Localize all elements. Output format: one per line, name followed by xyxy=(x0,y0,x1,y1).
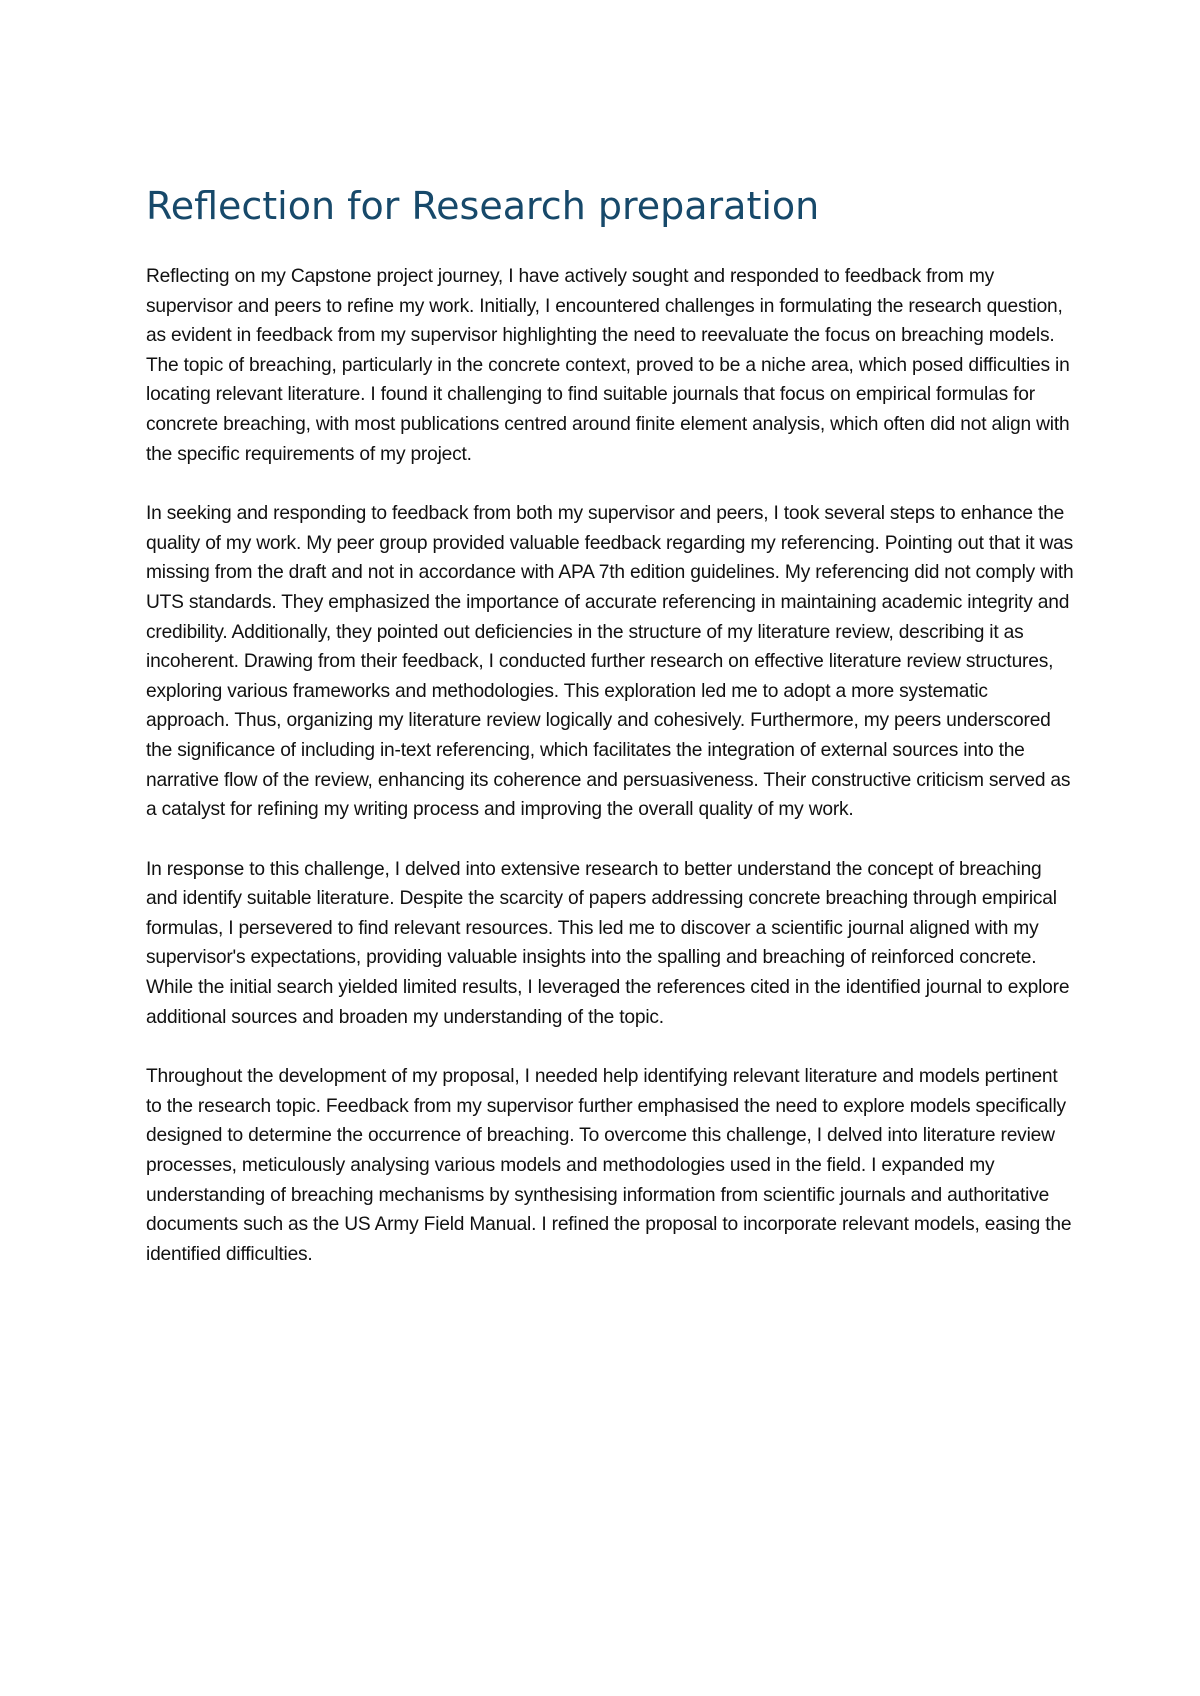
document-title: Reflection for Research preparation xyxy=(146,184,820,228)
paragraph-4: Throughout the development of my proposal, I needed help identifying relevant literature and models pertinent to the research topic. Feedback from my supervisor further emphasised the need to explore models specifically designed to determine the occurrence of breaching. To overcome this challenge, I delved into literature review processes, meticulously analysing various models and methodologies used in the field. I expanded my understanding of breaching mechanisms by synthesising information from scientific journals and authoritative documents such as the US Army Field Manual. I refined the proposal to incorporate relevant models, easing the identified difficulties. xyxy=(146,1066,1072,1265)
paragraph-2: In seeking and responding to feedback from both my supervisor and peers, I took several steps to enhance the quality of my work. My peer group provided valuable feedback regarding my referencing. Pointing out that it was missing from the draft and not in accordance with APA 7th edition guidelines. My referencing did not comply with UTS standards. They emphasized the importance of accurate referencing in maintaining academic integrity and credibility. Additionally, they pointed out deficiencies in the structure of my literature review, describing it as incoherent. Drawing from their feedback, I conducted further research on effective literature review structures, exploring various frameworks and methodologies. This exploration led me to adopt a more systematic approach. Thus, organizing my literature review logically and cohesively. Furthermore, my peers underscored the significance of including in-text referencing, which facilitates the integration of external sources into the narrative flow of the review, enhancing its coherence and persuasiveness. Their constructive criticism served as a catalyst for refining my writing process and improving the overall quality of my work. xyxy=(146,503,1074,821)
paragraph-1: Reflecting on my Capstone project journey, I have actively sought and responded to feedback from my supervisor and peers to refine my work. Initially, I encountered challenges in formulating the research question, as evident in feedback from my supervisor highlighting the need to reevaluate the focus on breaching models. The topic of breaching, particularly in the concrete context, proved to be a niche area, which posed difficulties in locating relevant literature. I found it challenging to find suitable journals that focus on empirical formulas for concrete breaching, with most publications centred around finite element analysis, which often did not align with the specific requirements of my project. xyxy=(146,266,1070,465)
document-body xyxy=(146,178,1076,1299)
paragraph-3: In response to this challenge, I delved into extensive research to better understand the concept of breaching and identify suitable literature. Despite the scarcity of papers addressing concrete breaching through empirical formulas, I persevered to find relevant resources. This led me to discover a scientific journal aligned with my supervisor's expectations, providing valuable insights into the spalling and breaching of reinforced concrete. While the initial search yielded limited results, I leveraged the references cited in the identified journal to explore additional sources and broaden my understanding of the topic. xyxy=(146,858,1070,1028)
